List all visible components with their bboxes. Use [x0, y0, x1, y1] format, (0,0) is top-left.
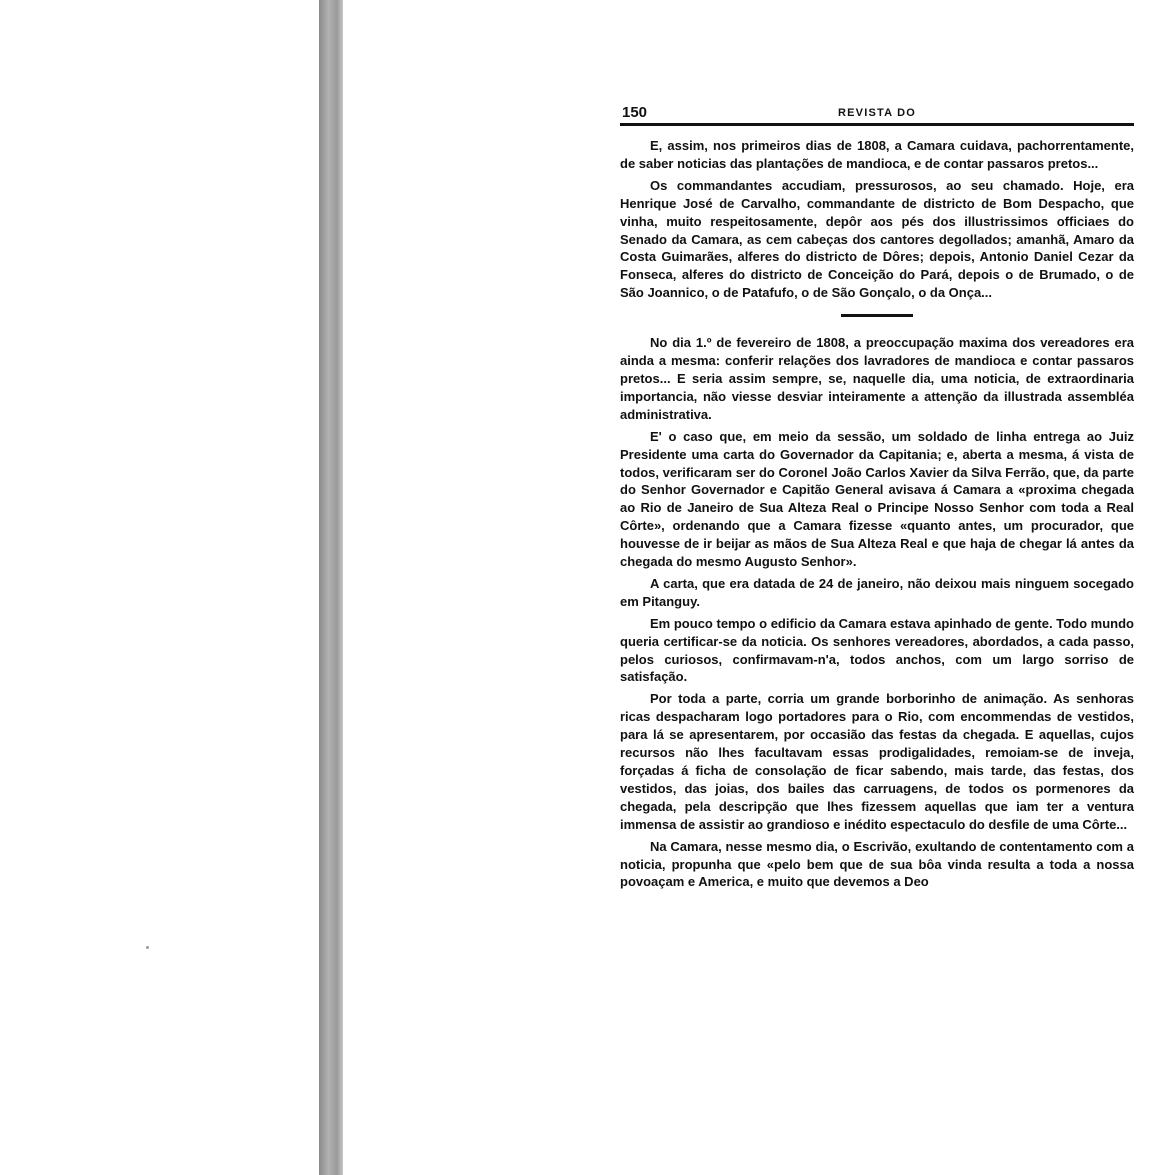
scan-speck	[146, 946, 149, 949]
section-divider	[841, 314, 913, 317]
page-number: 150	[622, 104, 648, 121]
paragraph: Na Camara, nesse mesmo dia, o Escrivão, exultando de contentamento com a noticia, propunha que «pelo bem que de sua bôa vinda resulta a toda a nossa povoaçam e America, e muito que devemos a Deo	[620, 838, 1134, 890]
paragraph: No dia 1.º de fevereiro de 1808, a preoccupação maxima dos vereadores era ainda a mesma: conferir relações dos lavradores de mandioca e contar passaros pretos... E seria assim sempre, se, naquelle dia, uma noticia, de extraordinaria importancia, não viesse desviar inteiramente a attenção da illustrada assembléa administrativa.	[620, 335, 1134, 422]
running-title: REVISTA DO	[837, 107, 916, 119]
paragraph: A carta, que era datada de 24 de janeiro, não deixou mais ninguem socegado em Pitanguy.	[620, 575, 1134, 609]
body-text	[620, 137, 1134, 891]
paragraph: Em pouco tempo o edificio da Camara estava apinhado de gente. Todo mundo queria certificar-se da noticia. Os senhores vereadores, abordados, a cada passo, pelos curiosos, confirmavam-n'a, todos anchos, com um largo sorriso de satisfação.	[620, 615, 1134, 685]
book-page	[620, 104, 1134, 895]
page-header	[620, 104, 1134, 120]
header-rule	[620, 123, 1134, 126]
paragraph: E, assim, nos primeiros dias de 1808, a Camara cuidava, pachorrentamente, de saber noticias das plantações de mandioca, e de contar passaros pretos...	[620, 138, 1134, 171]
page-gutter-shadow	[319, 0, 343, 1175]
paragraph: Por toda a parte, corria um grande borborinho de animação. As senhoras ricas despacharam logo portadores para o Rio, com encommendas de vestidos, para lá se apresentarem, por occasião das festas da chegada. E aquellas, cujos recursos não lhes facultavam essas prodigalidades, remoiam-se de inveja, forçadas á ficha de consolação de ficar sabendo, mais tarde, das festas, dos vestidos, das joias, dos bailes das carruagens, de todos os pormenores da chegada, pela descripção que lhes fizessem aquellas que iam ter a ventura immensa de assistir ao grandioso e inédito espectaculo do desfile de uma Côrte...	[620, 691, 1134, 832]
paragraph: Os commandantes accudiam, pressurosos, ao seu chamado. Hoje, era Henrique José de Carvalho, commandante de districto de Bom Despacho, que vinha, muito respeitosamente, depôr aos pés dos illustrissimos officiaes do Senado da Camara, as cem cabeças dos cantores degollados; amanhã, Amaro da Costa Guimarães, alferes do districto de Dôres; depois, Antonio Daniel Cezar da Fonseca, alferes do districto de Conceição do Pará, depois o de Brumado, o de São Joannico, o de Patafufo, o de São Gonçalo, o da Onça...	[620, 177, 1134, 301]
paragraph: E' o caso que, em meio da sessão, um soldado de linha entrega ao Juiz Presidente uma carta do Governador da Capitania; e, aberta a mesma, á vista de todos, verificaram ser do Coronel João Carlos Xavier da Silva Ferrão, que, da parte do Senhor Governador e Capitão General avisava á Camara a «proxima chegada ao Rio de Janeiro de Sua Alteza Real o Principe Nosso Senhor com toda a Real Côrte», ordenando que a Camara fizesse «quanto antes, um procurador, que houvesse de ir beijar as mãos de Sua Alteza Real e que haja de chegar lá antes da chegada do mesmo Augusto Senhor».	[620, 428, 1134, 570]
